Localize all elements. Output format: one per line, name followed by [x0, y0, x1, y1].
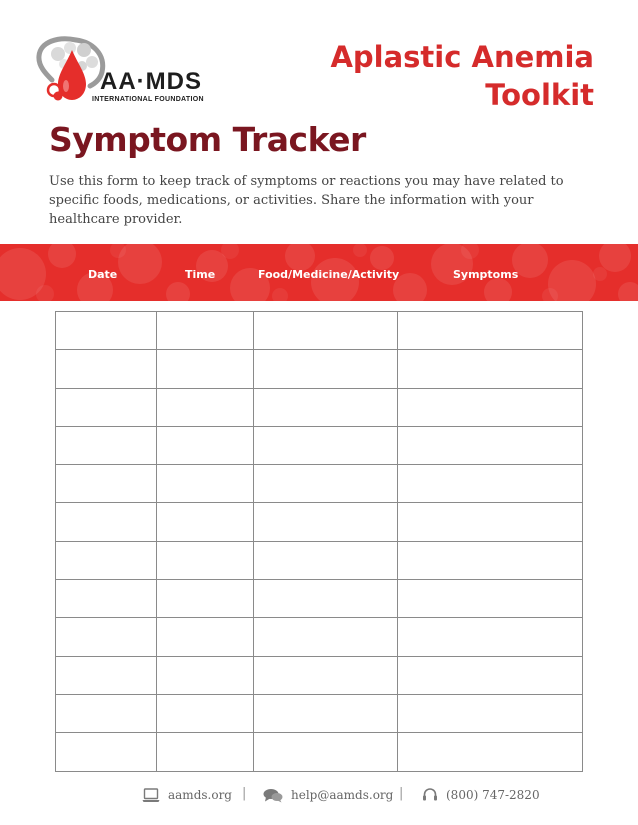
table-cell-date[interactable] [56, 465, 157, 503]
table-cell-time[interactable] [157, 312, 254, 350]
table-cell-date[interactable] [56, 733, 157, 771]
table-cell-symptoms[interactable] [398, 656, 583, 694]
table-cell-date[interactable] [56, 503, 157, 541]
table-cell-symptoms[interactable] [398, 694, 583, 732]
table-cell-date[interactable] [56, 350, 157, 388]
phone-text: (800) 747-2820 [446, 788, 540, 802]
table-cell-food-medicine-activity[interactable] [254, 312, 398, 350]
table-row [56, 580, 583, 618]
page-title: Symptom Tracker [49, 120, 366, 159]
table-cell-time[interactable] [157, 350, 254, 388]
toolkit-title-line2: Toolkit [485, 78, 594, 112]
table-cell-food-medicine-activity[interactable] [254, 694, 398, 732]
chat-bubbles-icon [263, 788, 283, 803]
footer-contacts [0, 784, 638, 806]
page-description: Use this form to keep track of symptoms or reactions you may have related to specific foods, medications, or activities. Share the information with your healthcare provider. [49, 174, 564, 227]
table-cell-food-medicine-activity[interactable] [254, 733, 398, 771]
table-row [56, 312, 583, 350]
table-row [56, 388, 583, 426]
symptom-tracker-table [55, 311, 583, 772]
table-row [56, 694, 583, 732]
table-cell-time[interactable] [157, 694, 254, 732]
table-cell-date[interactable] [56, 618, 157, 656]
table-row [56, 426, 583, 464]
table-header-band [0, 244, 638, 301]
logo-subtitle: INTERNATIONAL FOUNDATION [92, 96, 204, 103]
table-cell-symptoms[interactable] [398, 350, 583, 388]
table-row [56, 503, 583, 541]
table-cell-food-medicine-activity[interactable] [254, 350, 398, 388]
table-cell-symptoms[interactable] [398, 580, 583, 618]
table-cell-time[interactable] [157, 580, 254, 618]
table-cell-time[interactable] [157, 541, 254, 579]
table-row [56, 465, 583, 503]
column-header-time: Time [185, 268, 216, 281]
column-header-date: Date [88, 268, 118, 281]
aamds-logo [36, 36, 226, 108]
table-cell-symptoms[interactable] [398, 618, 583, 656]
table-row [56, 733, 583, 771]
table-cell-food-medicine-activity[interactable] [254, 465, 398, 503]
column-header-symptoms: Symptoms [453, 268, 519, 281]
footer-email[interactable] [263, 784, 393, 806]
table-cell-date[interactable] [56, 312, 157, 350]
table-row [56, 541, 583, 579]
footer-separator: | [242, 786, 247, 801]
table-cell-food-medicine-activity[interactable] [254, 580, 398, 618]
table-cell-symptoms[interactable] [398, 733, 583, 771]
footer-phone[interactable] [422, 784, 540, 806]
table-cell-symptoms[interactable] [398, 426, 583, 464]
table-cell-time[interactable] [157, 426, 254, 464]
website-text: aamds.org [168, 788, 232, 802]
table-cell-time[interactable] [157, 618, 254, 656]
table-cell-time[interactable] [157, 503, 254, 541]
table-cell-symptoms[interactable] [398, 388, 583, 426]
column-header-food-medicine-activity: Food/Medicine/Activity [258, 268, 400, 281]
table-cell-time[interactable] [157, 656, 254, 694]
footer-website[interactable] [142, 784, 232, 806]
laptop-icon [142, 788, 160, 803]
table-cell-date[interactable] [56, 694, 157, 732]
table-cell-food-medicine-activity[interactable] [254, 388, 398, 426]
table-cell-symptoms[interactable] [398, 503, 583, 541]
logo-wordmark: AA·MDS [100, 68, 202, 95]
headset-icon [422, 787, 438, 803]
toolkit-title-line1: Aplastic Anemia [330, 40, 594, 74]
toolkit-title [294, 38, 594, 114]
table-cell-date[interactable] [56, 541, 157, 579]
table-cell-time[interactable] [157, 388, 254, 426]
table-cell-date[interactable] [56, 580, 157, 618]
table-cell-symptoms[interactable] [398, 465, 583, 503]
table-row [56, 350, 583, 388]
table-cell-date[interactable] [56, 388, 157, 426]
table-cell-food-medicine-activity[interactable] [254, 618, 398, 656]
table-cell-food-medicine-activity[interactable] [254, 541, 398, 579]
table-cell-time[interactable] [157, 465, 254, 503]
footer-separator: | [399, 786, 404, 801]
tracker-table-body [56, 312, 583, 772]
table-cell-food-medicine-activity[interactable] [254, 426, 398, 464]
table-cell-symptoms[interactable] [398, 541, 583, 579]
table-row [56, 656, 583, 694]
table-cell-food-medicine-activity[interactable] [254, 503, 398, 541]
table-cell-symptoms[interactable] [398, 312, 583, 350]
email-text: help@aamds.org [291, 788, 394, 802]
table-cell-time[interactable] [157, 733, 254, 771]
table-cell-food-medicine-activity[interactable] [254, 656, 398, 694]
table-row [56, 618, 583, 656]
table-cell-date[interactable] [56, 656, 157, 694]
table-cell-date[interactable] [56, 426, 157, 464]
